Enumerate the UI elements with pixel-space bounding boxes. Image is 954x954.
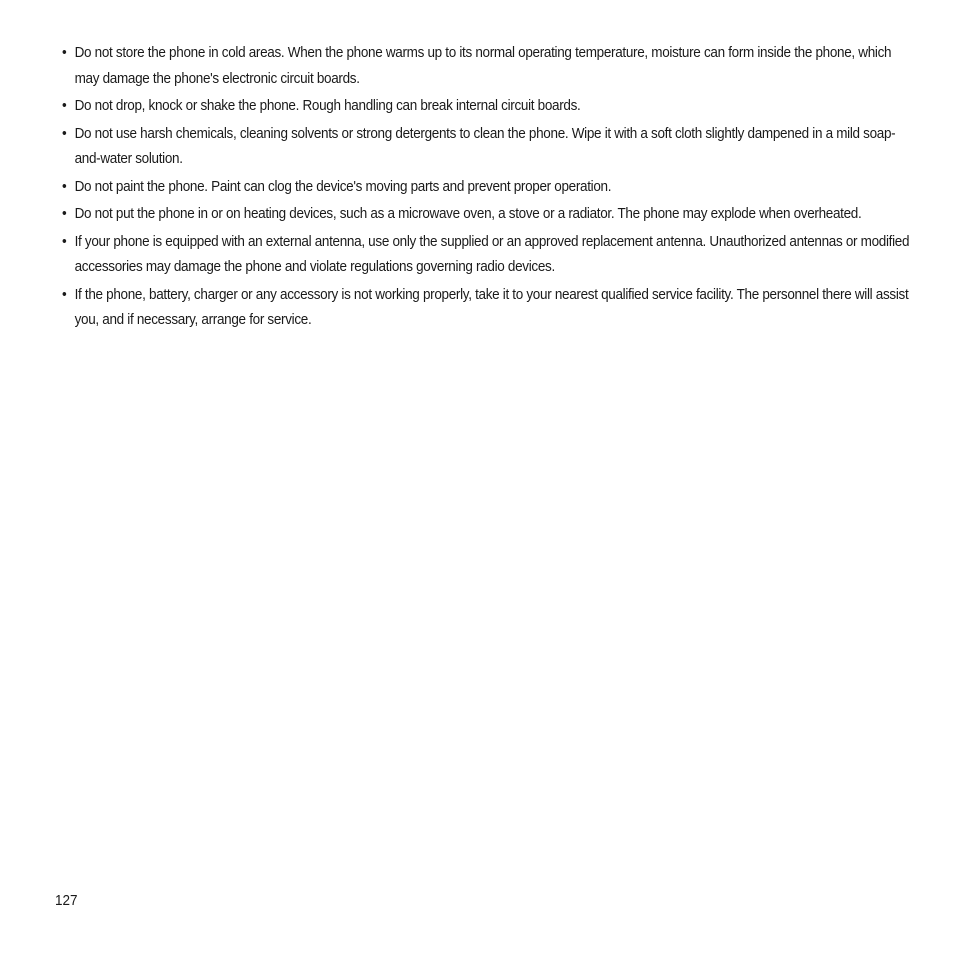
list-item	[62, 201, 912, 227]
bullet-icon: •	[62, 177, 67, 195]
bullet-icon: •	[62, 285, 67, 303]
list-item	[62, 282, 912, 333]
bullet-icon: •	[62, 205, 67, 222]
list-item-text: If the phone, battery, charger or any accessory is not working properly, take it to your nearest qualified service facility. The personnel there will assist you, and if necessary, arrange for service.	[74, 285, 909, 328]
list-item-text: Do not store the phone in cold areas. When the phone warms up to its normal operating temperature, moisture can form inside the phone, which may damage the phone's electronic circuit boards.	[74, 44, 892, 87]
bullet-icon: •	[62, 44, 67, 61]
list-item-text: Do not paint the phone. Paint can clog the device's moving parts and prevent proper operation.	[74, 177, 612, 195]
list-item-text: Do not drop, knock or shake the phone. Rough handling can break internal circuit boards.	[74, 97, 581, 114]
page-number: 127	[55, 892, 78, 909]
list-item-text: Do not use harsh chemicals, cleaning solvents or strong detergents to clean the phone. Wipe it with a soft cloth slightly dampened in a mild soap-and-water solution.	[74, 124, 896, 167]
list-item	[62, 40, 912, 91]
list-item	[62, 121, 912, 172]
list-item	[62, 93, 912, 119]
bullet-icon: •	[62, 97, 67, 114]
bullet-icon: •	[62, 124, 67, 142]
bullet-icon: •	[62, 232, 67, 250]
list-item-text: Do not put the phone in or on heating devices, such as a microwave oven, a stove or a radiator. The phone may explode when overheated.	[74, 205, 862, 222]
list-item	[62, 174, 912, 200]
list-item-text: If your phone is equipped with an external antenna, use only the supplied or an approved replacement antenna. Unauthorized antennas or modified accessories may damage the phone and violate regulations governing radio devices.	[74, 232, 910, 275]
list-item	[62, 229, 912, 280]
care-instructions-list	[62, 40, 914, 335]
